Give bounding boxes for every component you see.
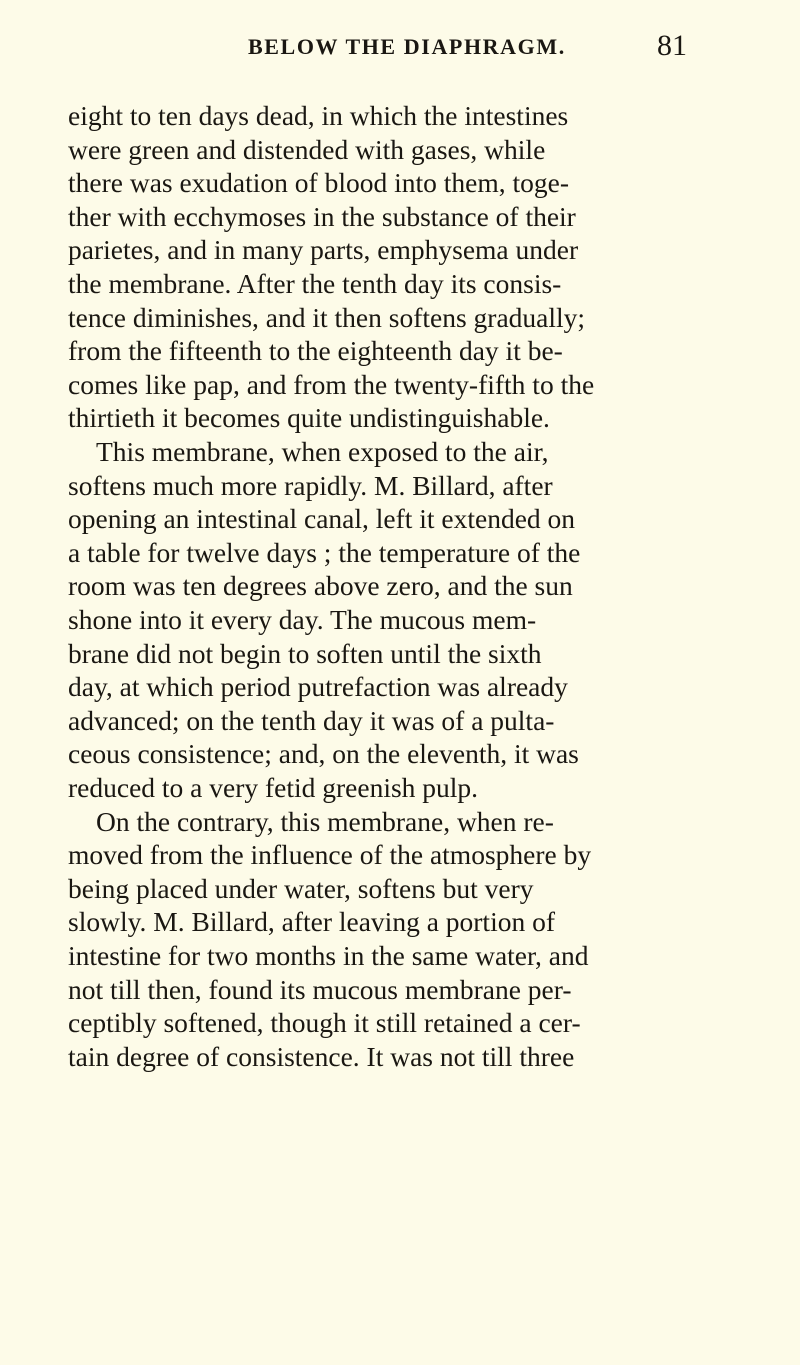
text-line: parietes, and in many parts, emphysema under bbox=[68, 234, 579, 266]
text-line: advanced; on the tenth day it was of a pulta- bbox=[68, 704, 555, 736]
text-line: brane did not begin to soften until the sixth bbox=[68, 637, 542, 669]
text-line: not till then, found its mucous membrane per- bbox=[68, 973, 572, 1005]
paragraph-first-line: On the contrary, this membrane, when re- bbox=[96, 805, 554, 837]
running-head bbox=[0, 29, 800, 72]
text-line: comes like pap, and from the twenty-fifth to the bbox=[68, 368, 595, 400]
text-line: softens much more rapidly. M. Billard, after bbox=[68, 469, 553, 501]
text-line: tain degree of consistence. It was not till three bbox=[68, 1040, 575, 1072]
text-line: ceous consistence; and, on the eleventh, it was bbox=[68, 738, 579, 770]
text-line: ther with ecchymoses in the substance of their bbox=[68, 200, 576, 232]
text-line: a table for twelve days ; the temperature of the bbox=[68, 536, 581, 568]
text-line: moved from the influence of the atmosphere by bbox=[68, 839, 592, 871]
text-line: opening an intestinal canal, left it extended on bbox=[68, 503, 576, 535]
text-line: room was ten degrees above zero, and the sun bbox=[68, 570, 573, 602]
text-line: thirtieth it becomes quite undistinguishable. bbox=[68, 402, 550, 434]
text-line: being placed under water, softens but very bbox=[68, 872, 534, 904]
text-line: ceptibly softened, though it still retained a cer- bbox=[68, 1007, 581, 1039]
text-line: tence diminishes, and it then softens gradually; bbox=[68, 301, 586, 333]
text-line: shone into it every day. The mucous mem- bbox=[68, 604, 537, 635]
text-line: intestine for two months in the same water, and bbox=[68, 940, 589, 971]
text-line: there was exudation of blood into them, toge- bbox=[68, 167, 569, 199]
text-line: the membrane. After the tenth day its consis- bbox=[68, 268, 562, 299]
text-line: eight to ten days dead, in which the intestines bbox=[68, 100, 569, 131]
page-number: 81 bbox=[657, 29, 687, 62]
text-line: from the fifteenth to the eighteenth day it be- bbox=[68, 335, 563, 367]
text-line: reduced to a very fetid greenish pulp. bbox=[68, 772, 479, 803]
running-title: BELOW THE DIAPHRAGM. bbox=[248, 34, 566, 59]
paragraph-first-line: This membrane, when exposed to the air, bbox=[96, 436, 549, 467]
text-line: slowly. M. Billard, after leaving a portion of bbox=[68, 906, 555, 938]
text-line: day, at which period putrefaction was already bbox=[68, 671, 568, 703]
text-line: were green and distended with gases, while bbox=[68, 133, 546, 165]
